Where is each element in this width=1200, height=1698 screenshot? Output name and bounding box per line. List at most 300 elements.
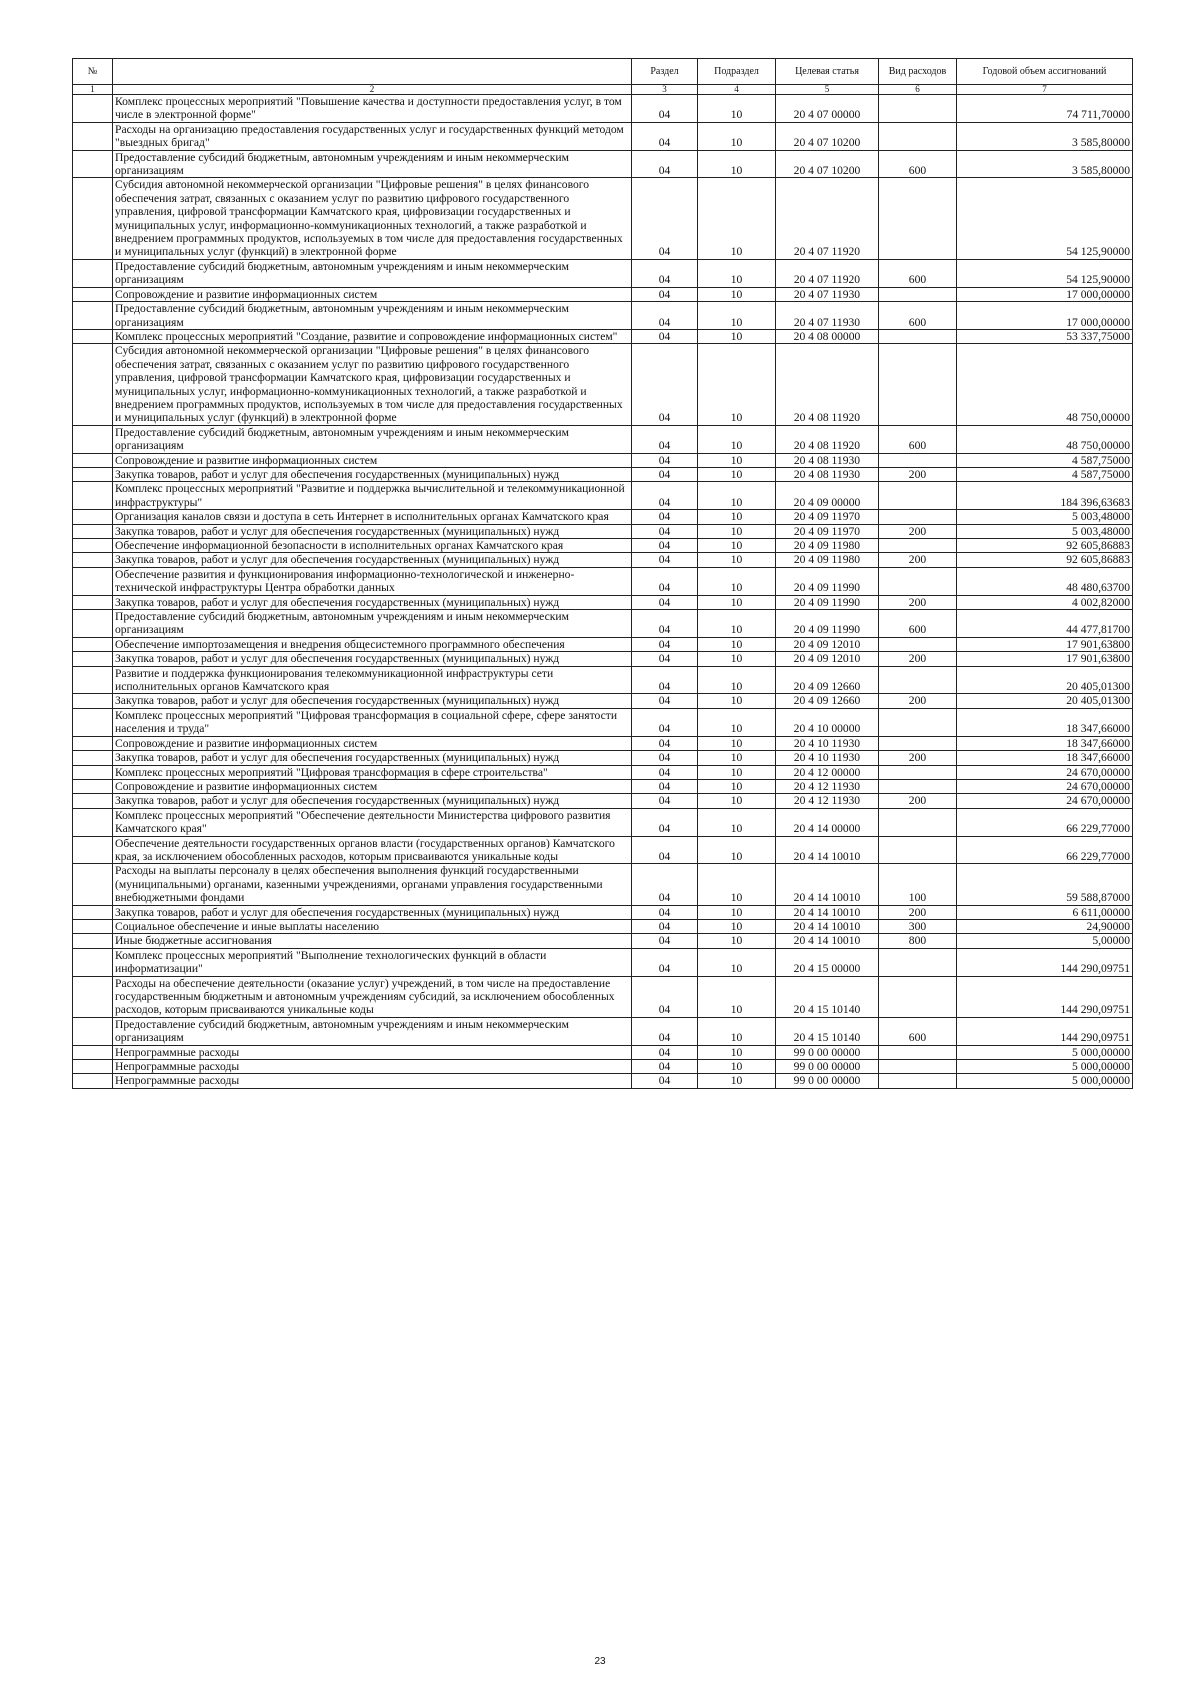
table-row bbox=[73, 736, 1133, 750]
table-row bbox=[73, 794, 1133, 808]
row-expense-type-cell bbox=[879, 95, 957, 123]
row-amount-cell: 24 670,00000 bbox=[957, 779, 1133, 793]
column-number: 4 bbox=[698, 85, 776, 95]
row-number-cell bbox=[73, 150, 113, 178]
page-number: 23 bbox=[594, 1656, 606, 1667]
row-name-cell: Непрограммные расходы bbox=[113, 1060, 632, 1074]
row-number-cell bbox=[73, 567, 113, 595]
table-row bbox=[73, 178, 1133, 259]
table-row bbox=[73, 666, 1133, 694]
row-section-cell: 04 bbox=[632, 510, 698, 524]
row-subsection-cell: 10 bbox=[698, 150, 776, 178]
row-amount-cell: 5 000,00000 bbox=[957, 1060, 1133, 1074]
row-target-cell: 20 4 07 11930 bbox=[776, 302, 879, 330]
row-section-cell: 04 bbox=[632, 539, 698, 553]
table-row bbox=[73, 610, 1133, 638]
table-row bbox=[73, 567, 1133, 595]
row-subsection-cell: 10 bbox=[698, 1017, 776, 1045]
row-subsection-cell: 10 bbox=[698, 287, 776, 301]
row-amount-cell: 5 000,00000 bbox=[957, 1045, 1133, 1059]
row-target-cell: 20 4 14 10010 bbox=[776, 836, 879, 864]
row-amount-cell: 5 000,00000 bbox=[957, 1074, 1133, 1088]
row-subsection-cell: 10 bbox=[698, 553, 776, 567]
table-row bbox=[73, 95, 1133, 123]
row-number-cell bbox=[73, 666, 113, 694]
row-name-cell: Предоставление субсидий бюджетным, автономным учреждениям и иным некоммерческим организациям bbox=[113, 610, 632, 638]
row-name-cell: Организация каналов связи и доступа в сеть Интернет в исполнительных органах Камчатского края bbox=[113, 510, 632, 524]
row-expense-type-cell bbox=[879, 765, 957, 779]
row-section-cell: 04 bbox=[632, 329, 698, 343]
row-subsection-cell: 10 bbox=[698, 637, 776, 651]
row-section-cell: 04 bbox=[632, 1074, 698, 1088]
table-row bbox=[73, 919, 1133, 933]
table-row bbox=[73, 905, 1133, 919]
column-number-row bbox=[73, 85, 1133, 95]
row-name-cell: Предоставление субсидий бюджетным, автономным учреждениям и иным некоммерческим организациям bbox=[113, 259, 632, 287]
row-target-cell: 20 4 09 12010 bbox=[776, 637, 879, 651]
row-amount-cell: 3 585,80000 bbox=[957, 150, 1133, 178]
row-subsection-cell: 10 bbox=[698, 751, 776, 765]
row-expense-type-cell bbox=[879, 637, 957, 651]
row-amount-cell: 92 605,86883 bbox=[957, 539, 1133, 553]
row-section-cell: 04 bbox=[632, 1060, 698, 1074]
row-target-cell: 20 4 07 10200 bbox=[776, 122, 879, 150]
row-target-cell: 20 4 09 12660 bbox=[776, 694, 879, 708]
row-name-cell: Субсидия автономной некоммерческой организации "Цифровые решения" в целях финансового обеспечения затрат, связанных с оказанием услуг по развитию цифрового государственного управления, цифровой трансформации Камчатского края, цифровизации государственных и муниципальных услуг, информационно-коммуникационных технологий, а также разработкой и внедрением программных продуктов, используемых в том числе для предоставления государственных и муниципальных услуг (функций) в электронной форме bbox=[113, 178, 632, 259]
row-name-cell: Предоставление субсидий бюджетным, автономным учреждениям и иным некоммерческим организациям bbox=[113, 302, 632, 330]
column-number: 7 bbox=[957, 85, 1133, 95]
row-subsection-cell: 10 bbox=[698, 425, 776, 453]
table-row bbox=[73, 259, 1133, 287]
row-number-cell bbox=[73, 287, 113, 301]
row-number-cell bbox=[73, 794, 113, 808]
header-subsection: Подраздел bbox=[698, 59, 776, 85]
row-expense-type-cell bbox=[879, 779, 957, 793]
row-amount-cell: 24 670,00000 bbox=[957, 765, 1133, 779]
row-target-cell: 20 4 12 11930 bbox=[776, 779, 879, 793]
row-target-cell: 20 4 09 12010 bbox=[776, 652, 879, 666]
row-amount-cell: 18 347,66000 bbox=[957, 736, 1133, 750]
row-number-cell bbox=[73, 1074, 113, 1088]
row-subsection-cell: 10 bbox=[698, 1074, 776, 1088]
row-subsection-cell: 10 bbox=[698, 329, 776, 343]
row-expense-type-cell: 200 bbox=[879, 751, 957, 765]
table-row bbox=[73, 948, 1133, 976]
row-name-cell: Закупка товаров, работ и услуг для обеспечения государственных (муниципальных) нужд bbox=[113, 652, 632, 666]
table-row bbox=[73, 1045, 1133, 1059]
row-amount-cell: 184 396,63683 bbox=[957, 482, 1133, 510]
row-expense-type-cell: 200 bbox=[879, 694, 957, 708]
row-number-cell bbox=[73, 934, 113, 948]
row-target-cell: 99 0 00 00000 bbox=[776, 1074, 879, 1088]
row-expense-type-cell bbox=[879, 329, 957, 343]
row-expense-type-cell: 300 bbox=[879, 919, 957, 933]
row-section-cell: 04 bbox=[632, 1045, 698, 1059]
row-amount-cell: 6 611,00000 bbox=[957, 905, 1133, 919]
row-target-cell: 20 4 15 00000 bbox=[776, 948, 879, 976]
row-number-cell bbox=[73, 864, 113, 905]
row-target-cell: 20 4 09 11990 bbox=[776, 567, 879, 595]
row-expense-type-cell: 200 bbox=[879, 553, 957, 567]
row-section-cell: 04 bbox=[632, 765, 698, 779]
row-expense-type-cell: 200 bbox=[879, 524, 957, 538]
row-subsection-cell: 10 bbox=[698, 666, 776, 694]
table-row bbox=[73, 976, 1133, 1017]
table-row bbox=[73, 1060, 1133, 1074]
row-target-cell: 20 4 07 11920 bbox=[776, 259, 879, 287]
row-expense-type-cell bbox=[879, 453, 957, 467]
row-number-cell bbox=[73, 553, 113, 567]
header-number: № bbox=[73, 59, 113, 85]
row-section-cell: 04 bbox=[632, 122, 698, 150]
row-expense-type-cell: 600 bbox=[879, 425, 957, 453]
row-target-cell: 20 4 08 11920 bbox=[776, 425, 879, 453]
row-target-cell: 20 4 10 00000 bbox=[776, 708, 879, 736]
row-name-cell: Обеспечение развития и функционирования информационно-технологической и инженерно-технической инфраструктуры Центра обработки данных bbox=[113, 567, 632, 595]
table-row bbox=[73, 453, 1133, 467]
row-target-cell: 20 4 09 12660 bbox=[776, 666, 879, 694]
table-row bbox=[73, 765, 1133, 779]
row-subsection-cell: 10 bbox=[698, 259, 776, 287]
table-row bbox=[73, 344, 1133, 425]
row-section-cell: 04 bbox=[632, 567, 698, 595]
row-section-cell: 04 bbox=[632, 482, 698, 510]
row-target-cell: 20 4 09 11990 bbox=[776, 610, 879, 638]
row-number-cell bbox=[73, 302, 113, 330]
row-subsection-cell: 10 bbox=[698, 610, 776, 638]
row-name-cell: Обеспечение деятельности государственных органов власти (государственных органов) Камчатского края, за исключением обособленных расходов, которым присваиваются уникальные коды bbox=[113, 836, 632, 864]
row-number-cell bbox=[73, 425, 113, 453]
row-target-cell: 20 4 12 11930 bbox=[776, 794, 879, 808]
row-number-cell bbox=[73, 482, 113, 510]
table-row bbox=[73, 751, 1133, 765]
row-section-cell: 04 bbox=[632, 467, 698, 481]
table-row bbox=[73, 122, 1133, 150]
row-expense-type-cell bbox=[879, 567, 957, 595]
row-name-cell: Закупка товаров, работ и услуг для обеспечения государственных (муниципальных) нужд bbox=[113, 553, 632, 567]
row-amount-cell: 59 588,87000 bbox=[957, 864, 1133, 905]
row-expense-type-cell: 600 bbox=[879, 150, 957, 178]
row-amount-cell: 17 000,00000 bbox=[957, 287, 1133, 301]
row-expense-type-cell bbox=[879, 948, 957, 976]
row-expense-type-cell bbox=[879, 287, 957, 301]
table-row bbox=[73, 329, 1133, 343]
row-subsection-cell: 10 bbox=[698, 1045, 776, 1059]
row-name-cell: Предоставление субсидий бюджетным, автономным учреждениям и иным некоммерческим организациям bbox=[113, 1017, 632, 1045]
row-section-cell: 04 bbox=[632, 287, 698, 301]
row-amount-cell: 4 587,75000 bbox=[957, 453, 1133, 467]
row-target-cell: 20 4 14 10010 bbox=[776, 864, 879, 905]
row-amount-cell: 144 290,09751 bbox=[957, 976, 1133, 1017]
row-number-cell bbox=[73, 610, 113, 638]
row-expense-type-cell bbox=[879, 539, 957, 553]
row-section-cell: 04 bbox=[632, 302, 698, 330]
row-target-cell: 20 4 07 00000 bbox=[776, 95, 879, 123]
row-name-cell: Закупка товаров, работ и услуг для обеспечения государственных (муниципальных) нужд bbox=[113, 751, 632, 765]
row-subsection-cell: 10 bbox=[698, 539, 776, 553]
row-expense-type-cell bbox=[879, 510, 957, 524]
row-subsection-cell: 10 bbox=[698, 765, 776, 779]
row-subsection-cell: 10 bbox=[698, 779, 776, 793]
row-name-cell: Закупка товаров, работ и услуг для обеспечения государственных (муниципальных) нужд bbox=[113, 694, 632, 708]
row-amount-cell: 18 347,66000 bbox=[957, 751, 1133, 765]
row-name-cell: Развитие и поддержка функционирования телекоммуникационной инфраструктуры сети исполнительных органов Камчатского края bbox=[113, 666, 632, 694]
row-amount-cell: 48 750,00000 bbox=[957, 344, 1133, 425]
row-target-cell: 20 4 08 11930 bbox=[776, 453, 879, 467]
row-subsection-cell: 10 bbox=[698, 453, 776, 467]
row-section-cell: 04 bbox=[632, 905, 698, 919]
row-amount-cell: 54 125,90000 bbox=[957, 178, 1133, 259]
row-name-cell: Сопровождение и развитие информационных систем bbox=[113, 287, 632, 301]
row-number-cell bbox=[73, 836, 113, 864]
table-row bbox=[73, 287, 1133, 301]
row-section-cell: 04 bbox=[632, 919, 698, 933]
row-section-cell: 04 bbox=[632, 259, 698, 287]
row-number-cell bbox=[73, 736, 113, 750]
row-subsection-cell: 10 bbox=[698, 482, 776, 510]
row-number-cell bbox=[73, 178, 113, 259]
row-section-cell: 04 bbox=[632, 1017, 698, 1045]
row-name-cell: Закупка товаров, работ и услуг для обеспечения государственных (муниципальных) нужд bbox=[113, 794, 632, 808]
table-row bbox=[73, 510, 1133, 524]
header-target: Целевая статья bbox=[776, 59, 879, 85]
row-number-cell bbox=[73, 95, 113, 123]
row-subsection-cell: 10 bbox=[698, 567, 776, 595]
row-target-cell: 20 4 14 10010 bbox=[776, 934, 879, 948]
row-target-cell: 20 4 09 11980 bbox=[776, 539, 879, 553]
row-section-cell: 04 bbox=[632, 595, 698, 609]
row-subsection-cell: 10 bbox=[698, 178, 776, 259]
row-number-cell bbox=[73, 524, 113, 538]
row-section-cell: 04 bbox=[632, 425, 698, 453]
row-subsection-cell: 10 bbox=[698, 302, 776, 330]
row-subsection-cell: 10 bbox=[698, 948, 776, 976]
row-amount-cell: 4 587,75000 bbox=[957, 467, 1133, 481]
row-name-cell: Закупка товаров, работ и услуг для обеспечения государственных (муниципальных) нужд bbox=[113, 467, 632, 481]
row-amount-cell: 5,00000 bbox=[957, 934, 1133, 948]
row-name-cell: Комплекс процессных мероприятий "Развитие и поддержка вычислительной и телекоммуникационной инфраструктуры" bbox=[113, 482, 632, 510]
row-number-cell bbox=[73, 637, 113, 651]
column-number: 1 bbox=[73, 85, 113, 95]
row-expense-type-cell bbox=[879, 836, 957, 864]
column-number: 3 bbox=[632, 85, 698, 95]
column-number: 2 bbox=[113, 85, 632, 95]
row-section-cell: 04 bbox=[632, 344, 698, 425]
column-number: 5 bbox=[776, 85, 879, 95]
row-name-cell: Сопровождение и развитие информационных систем bbox=[113, 736, 632, 750]
row-name-cell: Расходы на организацию предоставления государственных услуг и государственных функций методом "выездных бригад" bbox=[113, 122, 632, 150]
row-amount-cell: 144 290,09751 bbox=[957, 948, 1133, 976]
row-section-cell: 04 bbox=[632, 95, 698, 123]
row-section-cell: 04 bbox=[632, 836, 698, 864]
row-name-cell: Сопровождение и развитие информационных систем bbox=[113, 453, 632, 467]
row-name-cell: Комплекс процессных мероприятий "Цифровая трансформация в сфере строительства" bbox=[113, 765, 632, 779]
row-section-cell: 04 bbox=[632, 948, 698, 976]
row-number-cell bbox=[73, 329, 113, 343]
row-number-cell bbox=[73, 510, 113, 524]
table-row bbox=[73, 467, 1133, 481]
row-subsection-cell: 10 bbox=[698, 919, 776, 933]
row-section-cell: 04 bbox=[632, 934, 698, 948]
row-number-cell bbox=[73, 539, 113, 553]
row-number-cell bbox=[73, 344, 113, 425]
row-expense-type-cell: 200 bbox=[879, 905, 957, 919]
row-number-cell bbox=[73, 976, 113, 1017]
row-target-cell: 20 4 14 10010 bbox=[776, 919, 879, 933]
table-row bbox=[73, 524, 1133, 538]
table-row bbox=[73, 425, 1133, 453]
row-amount-cell: 5 003,48000 bbox=[957, 524, 1133, 538]
row-section-cell: 04 bbox=[632, 976, 698, 1017]
row-target-cell: 20 4 08 11920 bbox=[776, 344, 879, 425]
row-amount-cell: 74 711,70000 bbox=[957, 95, 1133, 123]
row-name-cell: Непрограммные расходы bbox=[113, 1045, 632, 1059]
row-number-cell bbox=[73, 708, 113, 736]
row-target-cell: 20 4 09 11990 bbox=[776, 595, 879, 609]
row-subsection-cell: 10 bbox=[698, 836, 776, 864]
row-amount-cell: 17 901,63800 bbox=[957, 637, 1133, 651]
row-target-cell: 20 4 12 00000 bbox=[776, 765, 879, 779]
table-row bbox=[73, 864, 1133, 905]
row-amount-cell: 48 750,00000 bbox=[957, 425, 1133, 453]
row-target-cell: 20 4 09 11980 bbox=[776, 553, 879, 567]
row-subsection-cell: 10 bbox=[698, 595, 776, 609]
row-section-cell: 04 bbox=[632, 524, 698, 538]
row-target-cell: 20 4 09 11970 bbox=[776, 510, 879, 524]
row-expense-type-cell: 100 bbox=[879, 864, 957, 905]
row-name-cell: Расходы на обеспечение деятельности (оказание услуг) учреждений, в том числе на предоставление государственным бюджетным и автономным учреждениям субсидий, за исключением обособленных расходов, которым присваиваются уникальные коды bbox=[113, 976, 632, 1017]
row-target-cell: 20 4 10 11930 bbox=[776, 751, 879, 765]
row-amount-cell: 48 480,63700 bbox=[957, 567, 1133, 595]
row-name-cell: Предоставление субсидий бюджетным, автономным учреждениям и иным некоммерческим организациям bbox=[113, 150, 632, 178]
row-section-cell: 04 bbox=[632, 666, 698, 694]
row-expense-type-cell: 600 bbox=[879, 259, 957, 287]
table-row bbox=[73, 694, 1133, 708]
table-row bbox=[73, 637, 1133, 651]
row-section-cell: 04 bbox=[632, 637, 698, 651]
row-expense-type-cell: 200 bbox=[879, 467, 957, 481]
table-body bbox=[73, 95, 1133, 1089]
row-section-cell: 04 bbox=[632, 178, 698, 259]
row-expense-type-cell: 600 bbox=[879, 610, 957, 638]
row-amount-cell: 44 477,81700 bbox=[957, 610, 1133, 638]
row-number-cell bbox=[73, 808, 113, 836]
table-row bbox=[73, 1074, 1133, 1088]
row-expense-type-cell bbox=[879, 808, 957, 836]
row-expense-type-cell bbox=[879, 1074, 957, 1088]
row-target-cell: 20 4 09 00000 bbox=[776, 482, 879, 510]
budget-sheet bbox=[72, 58, 1132, 1089]
row-name-cell: Закупка товаров, работ и услуг для обеспечения государственных (муниципальных) нужд bbox=[113, 905, 632, 919]
table-row bbox=[73, 652, 1133, 666]
header-section: Раздел bbox=[632, 59, 698, 85]
row-name-cell: Комплекс процессных мероприятий "Повышение качества и доступности предоставления услуг, в том числе в электронной форме" bbox=[113, 95, 632, 123]
row-number-cell bbox=[73, 765, 113, 779]
row-amount-cell: 3 585,80000 bbox=[957, 122, 1133, 150]
row-expense-type-cell: 200 bbox=[879, 652, 957, 666]
row-subsection-cell: 10 bbox=[698, 905, 776, 919]
row-expense-type-cell bbox=[879, 736, 957, 750]
row-target-cell: 99 0 00 00000 bbox=[776, 1060, 879, 1074]
row-amount-cell: 54 125,90000 bbox=[957, 259, 1133, 287]
table-row bbox=[73, 539, 1133, 553]
row-number-cell bbox=[73, 779, 113, 793]
row-expense-type-cell bbox=[879, 1045, 957, 1059]
row-number-cell bbox=[73, 694, 113, 708]
row-name-cell: Обеспечение импортозамещения и внедрения общесистемного программного обеспечения bbox=[113, 637, 632, 651]
row-subsection-cell: 10 bbox=[698, 976, 776, 1017]
row-name-cell: Комплекс процессных мероприятий "Создание, развитие и сопровождение информационных систем" bbox=[113, 329, 632, 343]
row-target-cell: 20 4 09 11970 bbox=[776, 524, 879, 538]
row-expense-type-cell bbox=[879, 1060, 957, 1074]
row-subsection-cell: 10 bbox=[698, 344, 776, 425]
row-target-cell: 20 4 08 11930 bbox=[776, 467, 879, 481]
row-amount-cell: 144 290,09751 bbox=[957, 1017, 1133, 1045]
row-name-cell: Закупка товаров, работ и услуг для обеспечения государственных (муниципальных) нужд bbox=[113, 595, 632, 609]
row-amount-cell: 66 229,77000 bbox=[957, 836, 1133, 864]
row-number-cell bbox=[73, 652, 113, 666]
row-amount-cell: 17 901,63800 bbox=[957, 652, 1133, 666]
row-subsection-cell: 10 bbox=[698, 708, 776, 736]
row-amount-cell: 24 670,00000 bbox=[957, 794, 1133, 808]
row-section-cell: 04 bbox=[632, 610, 698, 638]
row-name-cell: Иные бюджетные ассигнования bbox=[113, 934, 632, 948]
table-header bbox=[73, 59, 1133, 95]
row-expense-type-cell bbox=[879, 178, 957, 259]
row-number-cell bbox=[73, 1060, 113, 1074]
table-row bbox=[73, 779, 1133, 793]
row-target-cell: 20 4 08 00000 bbox=[776, 329, 879, 343]
row-section-cell: 04 bbox=[632, 751, 698, 765]
table-row bbox=[73, 836, 1133, 864]
row-expense-type-cell: 800 bbox=[879, 934, 957, 948]
table-row bbox=[73, 934, 1133, 948]
row-name-cell: Комплекс процессных мероприятий "Выполнение технологических функций в области информатизации" bbox=[113, 948, 632, 976]
row-amount-cell: 4 002,82000 bbox=[957, 595, 1133, 609]
row-expense-type-cell bbox=[879, 122, 957, 150]
row-target-cell: 20 4 14 10010 bbox=[776, 905, 879, 919]
row-subsection-cell: 10 bbox=[698, 122, 776, 150]
row-amount-cell: 24,90000 bbox=[957, 919, 1133, 933]
table-row bbox=[73, 1017, 1133, 1045]
row-section-cell: 04 bbox=[632, 553, 698, 567]
row-subsection-cell: 10 bbox=[698, 652, 776, 666]
row-target-cell: 20 4 07 11930 bbox=[776, 287, 879, 301]
row-name-cell: Расходы на выплаты персоналу в целях обеспечения выполнения функций государственными (муниципальными) органами, казенными учреждениями, органами управления государственными внебюджетными фондами bbox=[113, 864, 632, 905]
row-expense-type-cell: 600 bbox=[879, 302, 957, 330]
row-expense-type-cell bbox=[879, 976, 957, 1017]
row-subsection-cell: 10 bbox=[698, 736, 776, 750]
table-row bbox=[73, 595, 1133, 609]
row-name-cell: Субсидия автономной некоммерческой организации "Цифровые решения" в целях финансового обеспечения затрат, связанных с оказанием услуг по развитию цифрового государственного управления, цифровой трансформации Камчатского края, цифровизации государственных и муниципальных услуг, информационно-коммуникационных технологий, а также разработкой и внедрением программных продуктов, используемых в том числе для предоставления государственных и муниципальных услуг (функций) в электронной форме bbox=[113, 344, 632, 425]
row-subsection-cell: 10 bbox=[698, 694, 776, 708]
row-section-cell: 04 bbox=[632, 694, 698, 708]
row-number-cell bbox=[73, 595, 113, 609]
column-number: 6 bbox=[879, 85, 957, 95]
row-amount-cell: 5 003,48000 bbox=[957, 510, 1133, 524]
row-subsection-cell: 10 bbox=[698, 524, 776, 538]
row-amount-cell: 53 337,75000 bbox=[957, 329, 1133, 343]
row-name-cell: Сопровождение и развитие информационных систем bbox=[113, 779, 632, 793]
row-name-cell: Комплекс процессных мероприятий "Цифровая трансформация в социальной сфере, сфере занятости населения и труда" bbox=[113, 708, 632, 736]
row-section-cell: 04 bbox=[632, 794, 698, 808]
row-target-cell: 99 0 00 00000 bbox=[776, 1045, 879, 1059]
row-amount-cell: 92 605,86883 bbox=[957, 553, 1133, 567]
row-subsection-cell: 10 bbox=[698, 1060, 776, 1074]
row-expense-type-cell: 600 bbox=[879, 1017, 957, 1045]
row-section-cell: 04 bbox=[632, 150, 698, 178]
row-subsection-cell: 10 bbox=[698, 934, 776, 948]
